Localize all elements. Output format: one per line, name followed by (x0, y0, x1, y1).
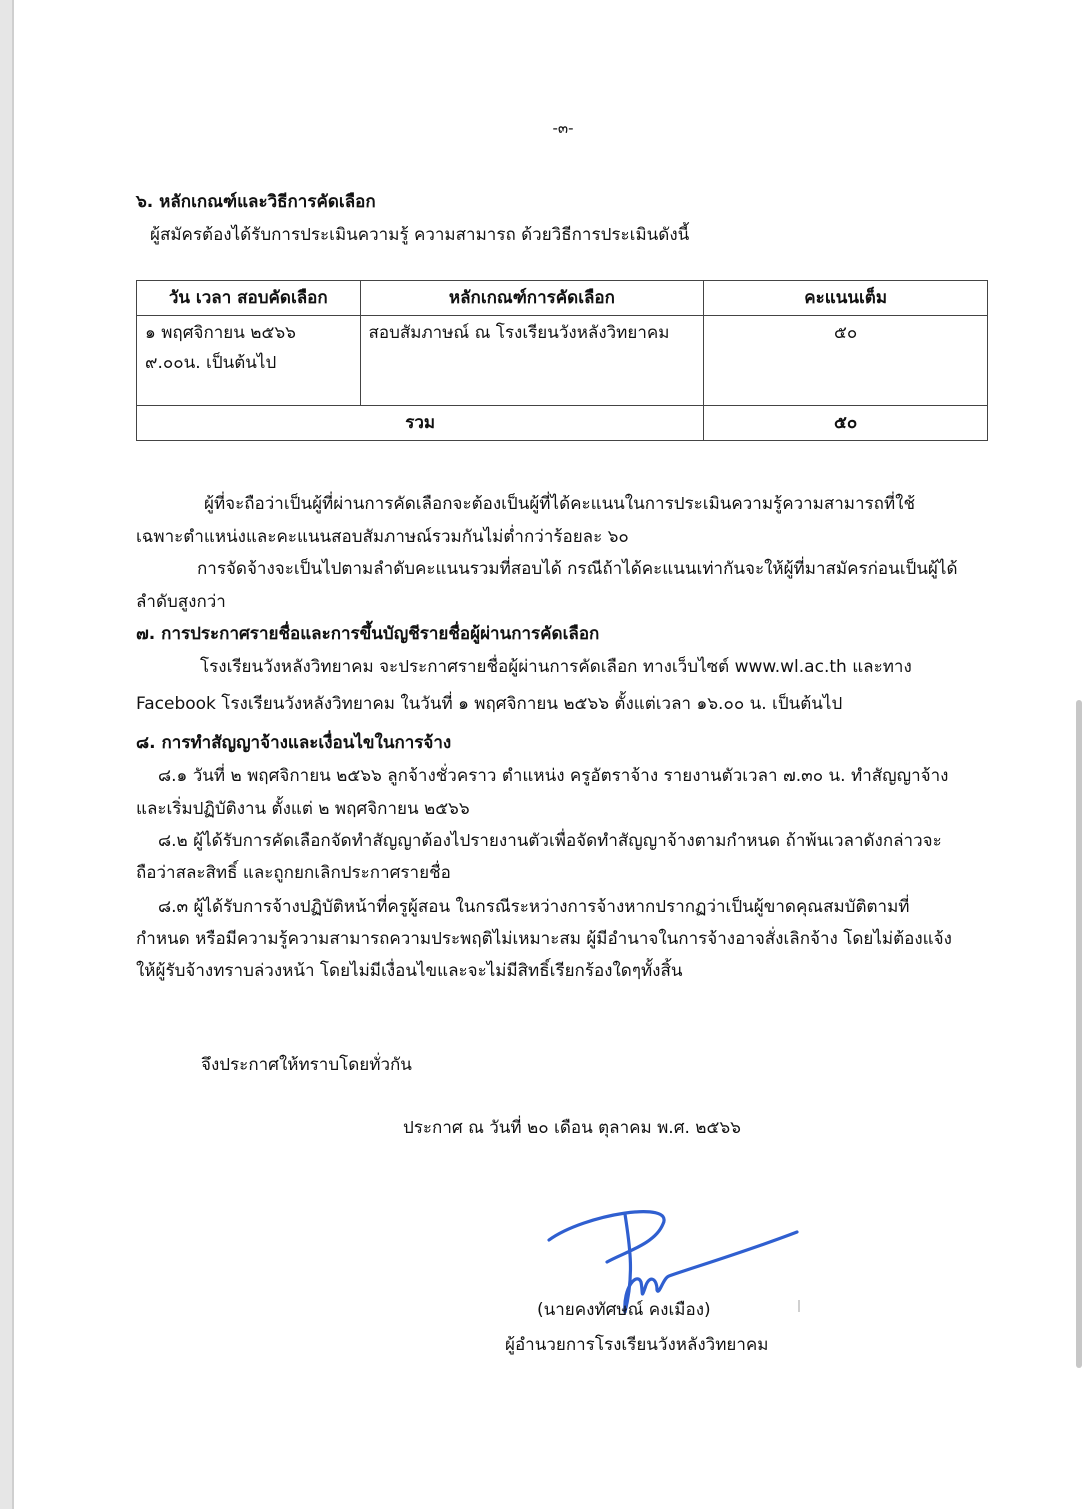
total-score: ๕๐ (704, 406, 988, 441)
para2-line2: ลำดับสูงกว่า (136, 592, 226, 612)
row-date-line2: ๙.๐๐น. เป็นต้นไป (145, 353, 277, 373)
table-total-row (137, 406, 988, 441)
scrollbar-track[interactable] (1072, 0, 1086, 1509)
section8-item1-line1: ๘.๑ วันที่ ๒ พฤศจิกายน ๒๕๖๖ ลูกจ้างชั่วคราว ตำแหน่ง ครูอัตราจ้าง รายงานตัวเวลา ๗.๓๐ น. ทำสัญญาจ้าง (158, 766, 949, 786)
total-label: รวม (137, 406, 704, 441)
para2-line1: การจัดจ้างจะเป็นไปตามลำดับคะแนนรวมที่สอบได้ กรณีถ้าได้คะแนนเท่ากันจะให้ผู้ที่มาสมัครก่อนเป็นผู้ได้ (197, 559, 958, 579)
scan-mark (798, 1300, 800, 1312)
section8-heading: ๘. การทำสัญญาจ้างและเงื่อนไขในการจ้าง (136, 733, 452, 753)
row-score-cell: ๕๐ (704, 316, 988, 406)
page-number: -๓- (552, 119, 574, 137)
scrollbar-thumb[interactable] (1076, 700, 1082, 1368)
section7-line1: โรงเรียนวังหลังวิทยาคม จะประกาศรายชื่อผู้ผ่านการคัดเลือก ทางเว็บไซต์ www.wl.ac.th และทาง (200, 657, 912, 677)
row-date-line1: ๑ พฤศจิกายน ๒๕๖๖ (145, 323, 296, 343)
para1-line1: ผู้ที่จะถือว่าเป็นผู้ที่ผ่านการคัดเลือกจะต้องเป็นผู้ที่ได้คะแนนในการประเมินความรู้ความสามารถที่ใช้ (204, 494, 916, 514)
section7-line2: Facebook โรงเรียนวังหลังวิทยาคม ในวันที่ ๑ พฤศจิกายน ๒๕๖๖ ตั้งแต่เวลา ๑๖.๐๐ น. เป็นต้นไป (136, 694, 843, 714)
criteria-table (136, 280, 988, 441)
section8-item2-line2: ถือว่าสละสิทธิ์ และถูกยกเลิกประกาศรายชื่อ (136, 863, 451, 883)
section6-heading: ๖. หลักเกณฑ์และวิธีการคัดเลือก (136, 192, 376, 212)
row-criteria-cell: สอบสัมภาษณ์ ณ โรงเรียนวังหลังวิทยาคม (360, 316, 704, 406)
signer-title: ผู้อำนวยการโรงเรียนวังหลังวิทยาคม (505, 1335, 769, 1355)
section8-item3-line3: ให้ผู้รับจ้างทราบล่วงหน้า โดยไม่มีเงื่อนไขและจะไม่มีสิทธิ์เรียกร้องใดๆทั้งสิ้น (136, 961, 683, 981)
row-date-cell (137, 316, 361, 406)
signer-name: (นายคงทัศษณ์ คงเมือง) (537, 1300, 711, 1320)
page-border-line (12, 0, 14, 1509)
section8-item2-line1: ๘.๒ ผู้ได้รับการคัดเลือกจัดทำสัญญาต้องไปรายงานตัวเพื่อจัดทำสัญญาจ้างตามกำหนด ถ้าพ้นเวลาดังกล่าวจะ (158, 831, 942, 851)
table-header-row (137, 281, 988, 316)
header-criteria: หลักเกณฑ์การคัดเลือก (360, 281, 704, 316)
section8-item1-line2: และเริ่มปฏิบัติงาน ตั้งแต่ ๒ พฤศจิกายน ๒๕๖๖ (136, 799, 470, 819)
announcement-date: ประกาศ ณ วันที่ ๒๐ เดือน ตุลาคม พ.ศ. ๒๕๖๖ (403, 1118, 741, 1138)
header-date: วัน เวลา สอบคัดเลือก (137, 281, 361, 316)
table-row (137, 316, 988, 406)
section6-intro: ผู้สมัครต้องได้รับการประเมินความรู้ ความสามารถ ด้วยวิธีการประเมินดังนี้ (150, 225, 690, 245)
closing-statement: จึงประกาศให้ทราบโดยทั่วกัน (201, 1055, 412, 1075)
section7-heading: ๗. การประกาศรายชื่อและการขึ้นบัญชีรายชื่อผู้ผ่านการคัดเลือก (136, 624, 600, 644)
header-score: คะแนนเต็ม (704, 281, 988, 316)
para1-line2: เฉพาะตำแหน่งและคะแนนสอบสัมภาษณ์รวมกันไม่ต่ำกว่าร้อยละ ๖๐ (136, 527, 629, 547)
section8-item3-line2: กำหนด หรือมีความรู้ความสามารถความประพฤติไม่เหมาะสม ผู้มีอำนาจในการจ้างอาจสั่งเลิกจ้าง โดยไม่ต้องแจ้ง (136, 929, 952, 949)
section8-item3-line1: ๘.๓ ผู้ได้รับการจ้างปฏิบัติหน้าที่ครูผู้สอน ในกรณีระหว่างการจ้างหากปรากฏว่าเป็นผู้ขาดคุณสมบัติตามที่ (158, 897, 910, 917)
viewer-left-edge (0, 0, 12, 1509)
